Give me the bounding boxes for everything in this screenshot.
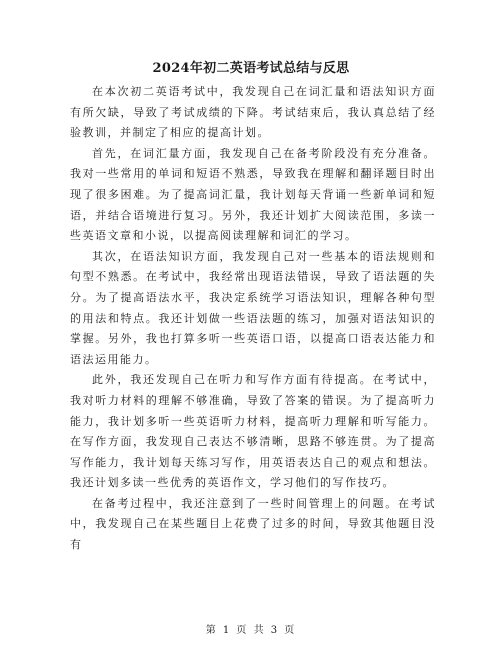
paragraph-vocabulary: 首先，在词汇量方面，我发现自己在备考阶段没有充分准备。我对一些常用的单词和短语不熟悉，导致我在理解和翻译题目时出现了很多困难。为了提高词汇量，我计划每天背诵一些新单词和短语，并结合语境进行复习。另外，我还计划扩大阅读范围，多读一些英语文章和小说，以提高阅读理解和词汇的学习。 <box>70 146 436 243</box>
document-body <box>70 82 436 556</box>
document-title: 2024年初二英语考试总结与反思 <box>152 61 350 76</box>
paragraph-time-management: 在备考过程中，我还注意到了一些时间管理上的问题。在考试中，我发现自己在某些题目上花费了过多的时间，导致其他题目没有 <box>70 496 436 552</box>
paragraph-grammar: 其次，在语法知识方面，我发现自己对一些基本的语法规则和句型不熟悉。在考试中，我经常出现语法错误，导致了语法题的失分。为了提高语法水平，我决定系统学习语法知识，理解各种句型的用法和特点。我还计划做一些语法题的练习，加强对语法知识的掌握。另外，我也打算多听一些英语口语，以提高口语表达能力和语法运用能力。 <box>70 249 436 366</box>
paragraph-listening-writing: 此外，我还发现自己在听力和写作方面有待提高。在考试中，我对听力材料的理解不够准确，导致了答案的错误。为了提高听力能力，我计划多听一些英语听力材料，提高听力理解和听写能力。在写作方面，我发现自己表达不够清晰，思路不够连贯。为了提高写作能力，我计划每天练习写作，用英语表达自己的观点和想法。我还计划多读一些优秀的英语作文，学习他们的写作技巧。 <box>70 373 436 490</box>
page-footer: 第 1 页 共 3 页 <box>205 625 297 636</box>
paragraph-intro: 在本次初二英语考试中，我发现自己在词汇量和语法知识方面有所欠缺，导致了考试成绩的下降。考试结束后，我认真总结了经验教训，并制定了相应的提高计划。 <box>70 85 436 140</box>
